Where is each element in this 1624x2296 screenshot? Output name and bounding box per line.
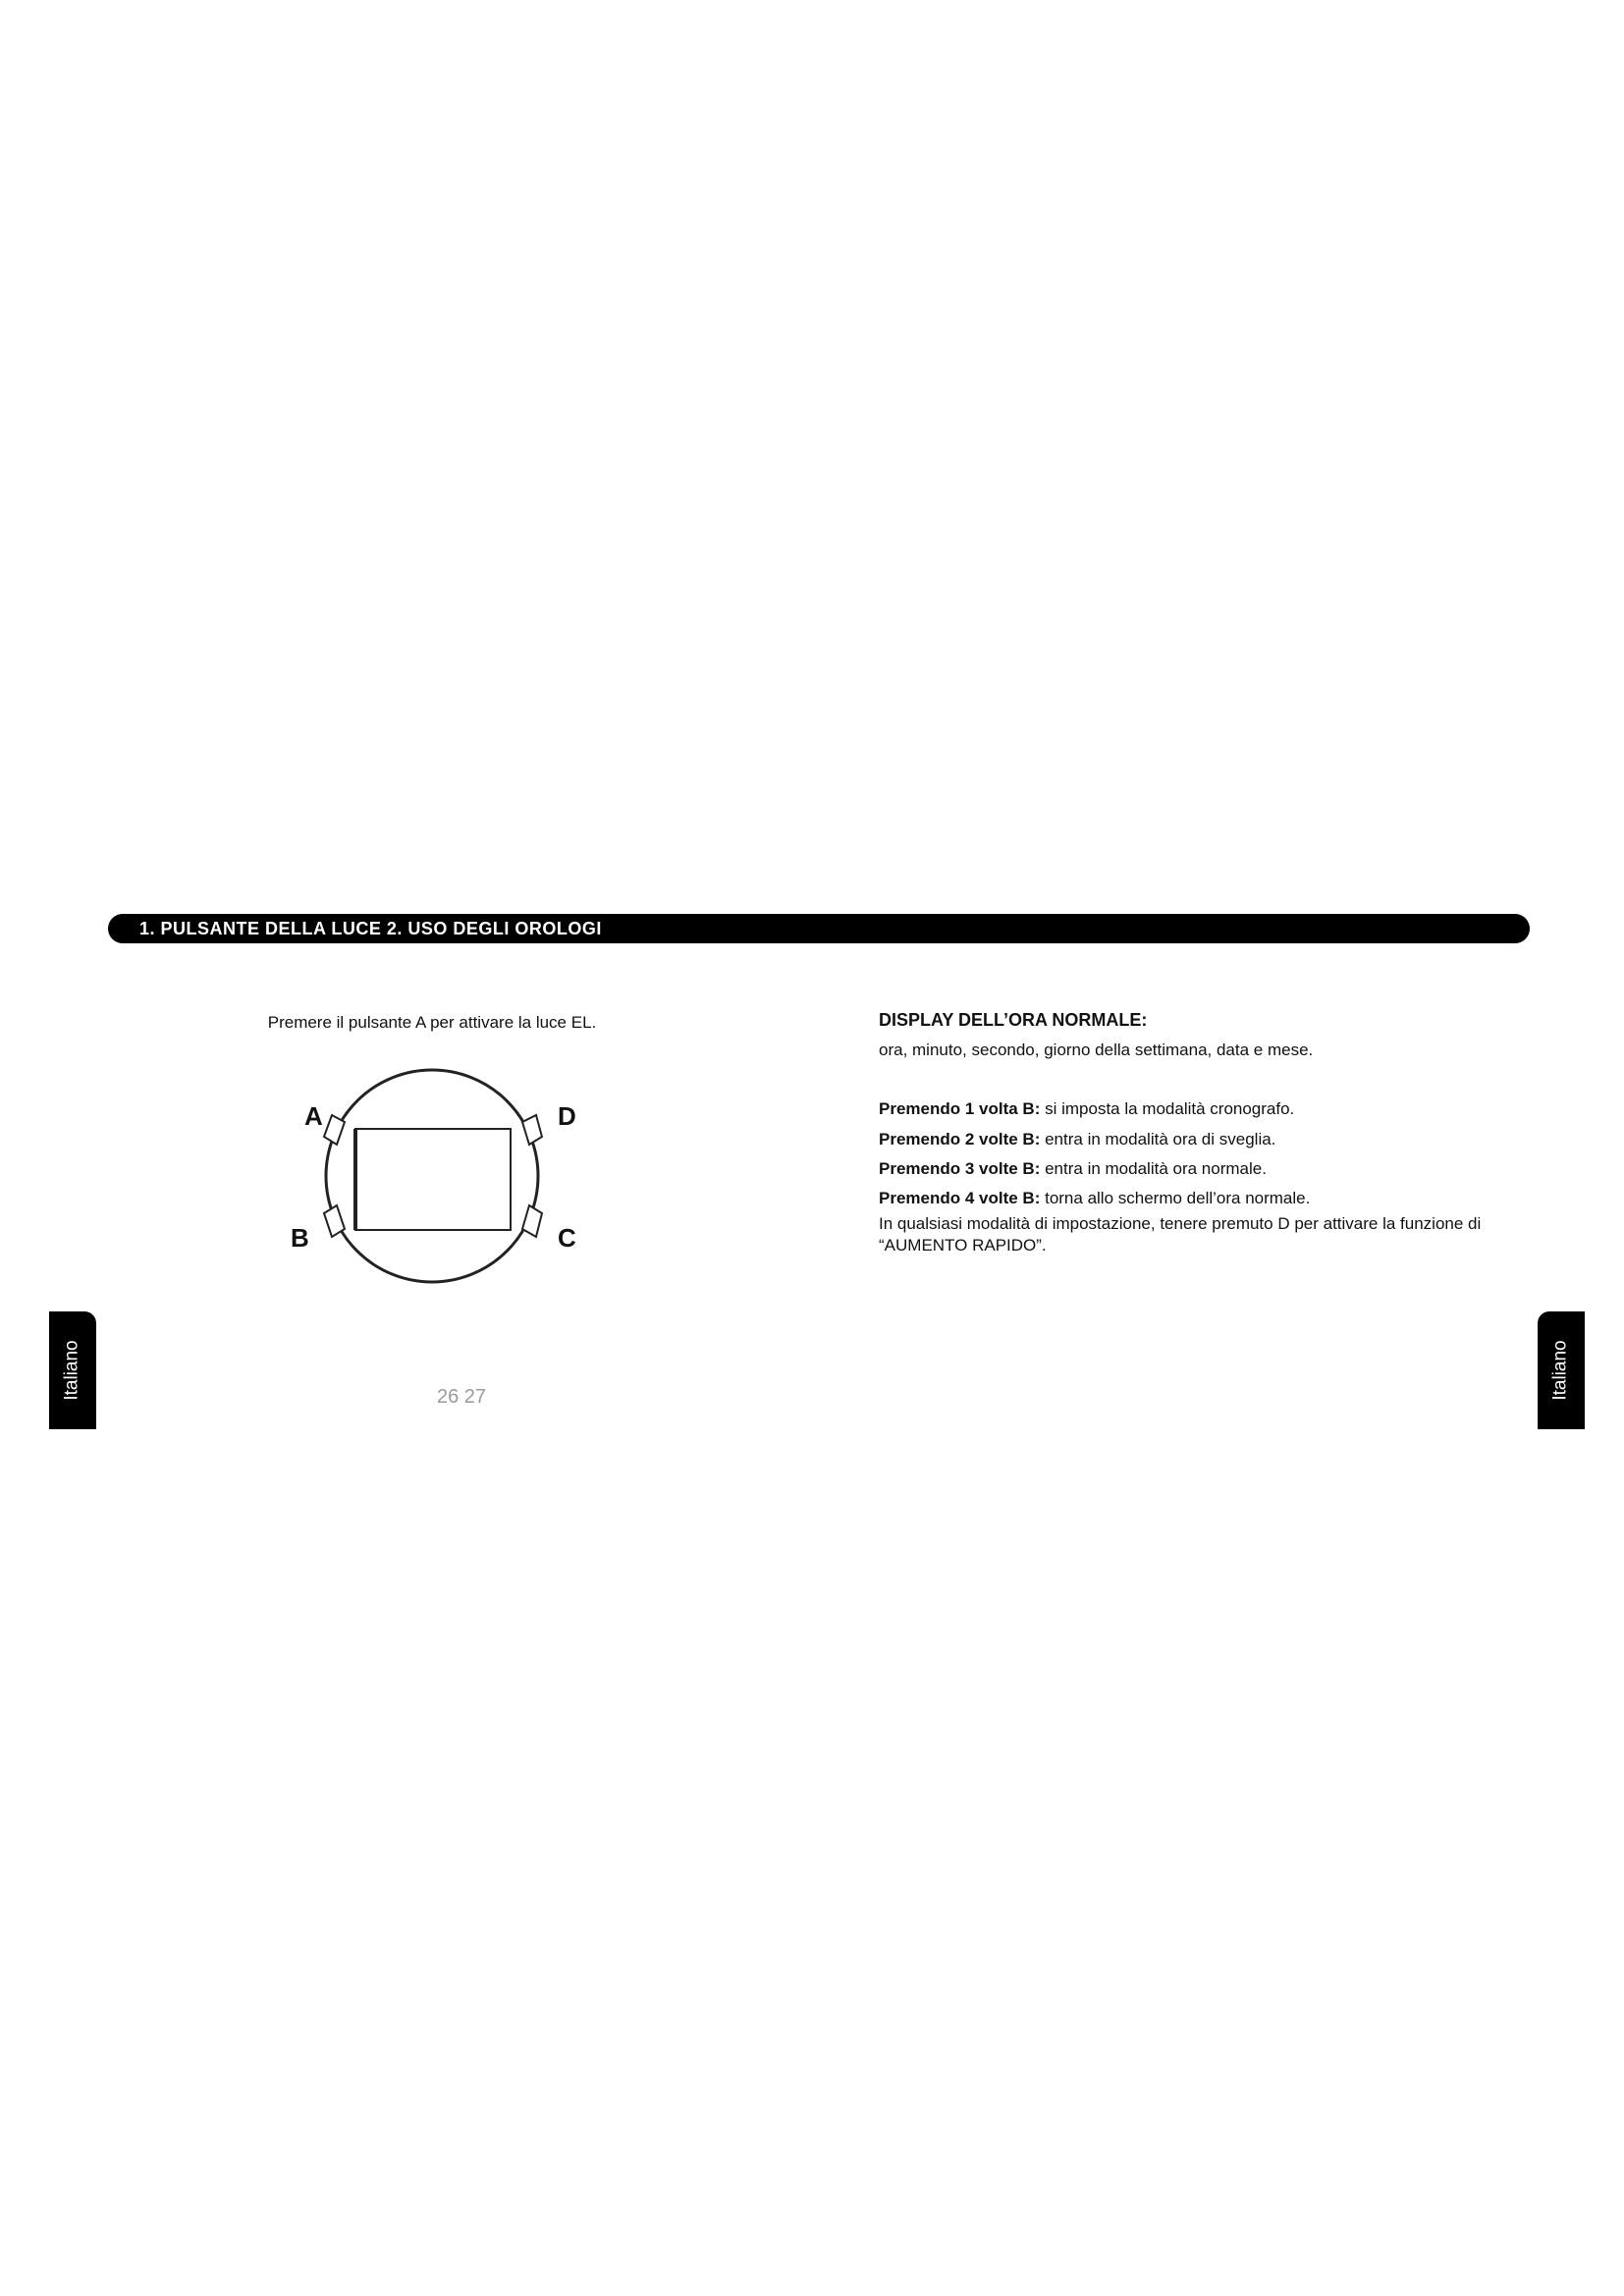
- language-tab-left-label: Italiano: [62, 1340, 82, 1401]
- normal-time-section: [879, 1009, 1537, 1256]
- instruction-4-bold: Premendo 4 volte B:: [879, 1188, 1041, 1207]
- button-d-shape: [522, 1115, 542, 1145]
- language-tab-right-label: Italiano: [1550, 1340, 1571, 1401]
- instruction-4-text: torna allo schermo dell’ora normale.: [1040, 1188, 1311, 1207]
- quick-advance-note: In qualsiasi modalità di impostazione, tenere premuto D per attivare la funzione di “AUMENTO RAPIDO”.: [879, 1213, 1482, 1255]
- section-header: 1. PULSANTE DELLA LUCE 2. USO DEGLI OROLOGI: [108, 914, 1530, 943]
- instruction-2: [879, 1129, 1537, 1150]
- button-b-label: B: [291, 1223, 309, 1253]
- light-button-instruction: Premere il pulsante A per attivare la luce EL.: [267, 1013, 597, 1032]
- button-c-shape: [522, 1205, 542, 1237]
- instruction-2-text: entra in modalità ora di sveglia.: [1040, 1129, 1276, 1148]
- language-tab-left: [49, 1311, 96, 1429]
- watch-diagram: [275, 1060, 589, 1296]
- instruction-3: [879, 1158, 1537, 1180]
- instruction-3-bold: Premendo 3 volte B:: [879, 1158, 1041, 1178]
- language-tab-right: [1538, 1311, 1585, 1429]
- instruction-1-bold: Premendo 1 volta B:: [879, 1099, 1041, 1119]
- button-a-label: A: [304, 1101, 323, 1131]
- page-numbers: 26 27: [436, 1386, 487, 1408]
- instruction-1: [879, 1098, 1537, 1120]
- instruction-1-text: si imposta la modalità cronografo.: [1040, 1099, 1295, 1119]
- normal-time-title: DISPLAY DELL’ORA NORMALE:: [879, 1010, 1148, 1030]
- watch-display: [355, 1129, 511, 1230]
- normal-time-subtitle: ora, minuto, secondo, giorno della settimana, data e mese.: [879, 1041, 1314, 1060]
- button-d-label: D: [558, 1101, 576, 1131]
- button-c-label: C: [558, 1223, 576, 1253]
- instruction-2-bold: Premendo 2 volte B:: [879, 1129, 1041, 1148]
- instruction-3-text: entra in modalità ora normale.: [1040, 1158, 1267, 1178]
- button-a-shape: [324, 1115, 345, 1145]
- instruction-4: [879, 1188, 1537, 1209]
